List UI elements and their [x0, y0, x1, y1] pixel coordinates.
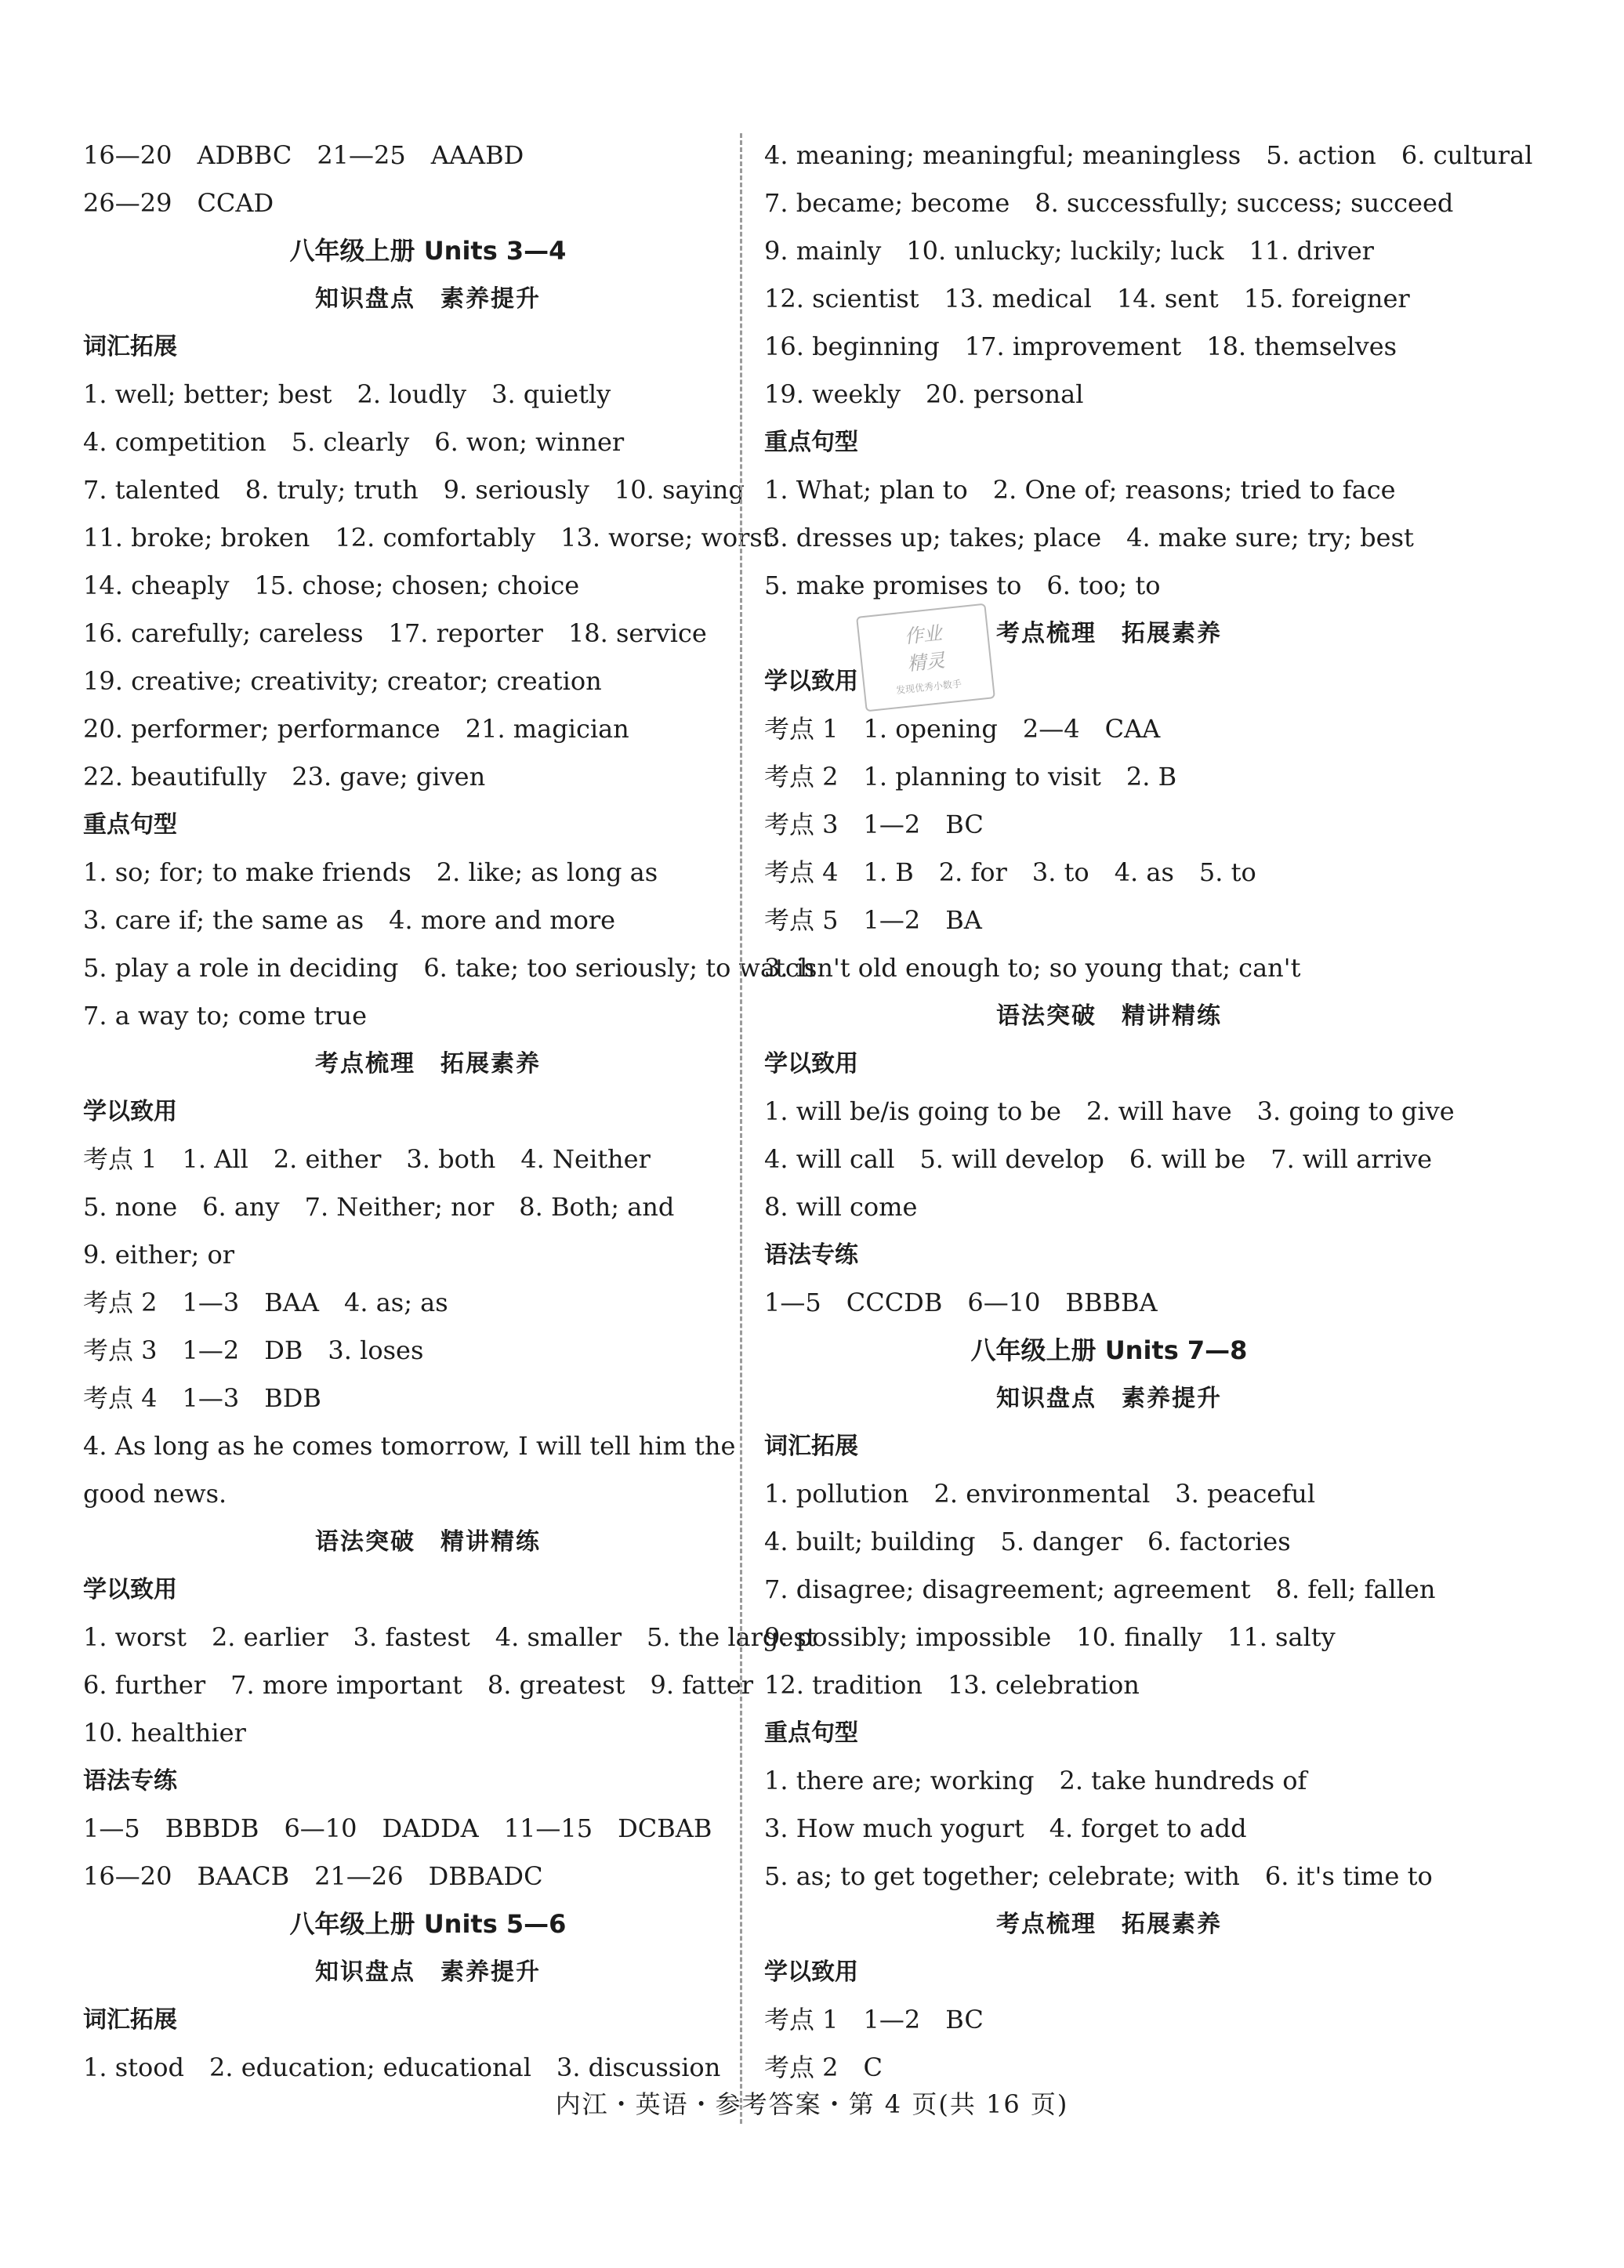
answer-line: 26—29 CCAD	[83, 188, 274, 218]
answer-line: 8. will come	[764, 1192, 918, 1222]
answer-line: 考点 3 1—2 DB 3. loses	[83, 1335, 424, 1365]
answer-line: 10. healthier	[83, 1718, 246, 1748]
answer-line: 16—20 ADBBC 21—25 AAABD	[83, 140, 524, 170]
answer-line: 1. so; for; to make friends 2. like; as long as	[83, 857, 658, 887]
section-heading: 重点句型	[764, 429, 858, 456]
answer-line: 考点 1 1. All 2. either 3. both 4. Neither	[83, 1144, 651, 1174]
section-subtitle: 语法突破 精讲精练	[315, 1528, 541, 1556]
answer-line: 考点 2 C	[764, 2052, 883, 2082]
stamp-text-1: 作业	[903, 621, 944, 648]
answer-line: 19. creative; creativity; creator; creation	[83, 666, 602, 696]
answer-line: 16. beginning 17. improvement 18. themselves	[764, 332, 1397, 361]
answer-line: 1. worst 2. earlier 3. fastest 4. smaller 5. the largest	[83, 1622, 817, 1652]
answer-line: 6. further 7. more important 8. greatest 9. fatter	[83, 1670, 754, 1700]
answer-line: 16—20 BAACB 21—26 DBBADC	[83, 1861, 543, 1891]
answer-line: 3. isn't old enough to; so young that; can't	[764, 953, 1301, 983]
answer-line: 1—5 BBBDB 6—10 DADDA 11—15 DCBAB	[83, 1813, 712, 1843]
section-title: 八年级上册 Units 5—6	[289, 1909, 567, 1939]
answer-line: 4. competition 5. clearly 6. won; winner	[83, 427, 625, 457]
section-title: 八年级上册 Units 7—8	[970, 1335, 1248, 1365]
answer-line: 考点 4 1. B 2. for 3. to 4. as 5. to	[764, 857, 1256, 887]
answer-line: 4. built; building 5. danger 6. factories	[764, 1527, 1291, 1556]
stamp-text-2: 精灵	[906, 649, 946, 676]
answer-line: 1. pollution 2. environmental 3. peaceful	[764, 1479, 1316, 1509]
section-heading: 学以致用	[764, 1958, 858, 1986]
answer-line: 1—5 CCCDB 6—10 BBBBA	[764, 1288, 1158, 1317]
answer-line: 19. weekly 20. personal	[764, 379, 1084, 409]
section-heading: 词汇拓展	[764, 1433, 858, 1460]
answer-line: 9. possibly; impossible 10. finally 11. salty	[764, 1622, 1336, 1652]
section-heading: 重点句型	[83, 811, 177, 839]
section-heading: 学以致用	[83, 1098, 177, 1125]
answer-line: 3. care if; the same as 4. more and more	[83, 905, 616, 935]
answer-line: 1. will be/is going to be 2. will have 3. going to give	[764, 1096, 1455, 1126]
answer-line: 9. mainly 10. unlucky; luckily; luck 11. driver	[764, 236, 1374, 266]
section-heading: 学以致用	[83, 1576, 177, 1603]
section-heading: 学以致用	[764, 1050, 858, 1078]
answer-line: 3. How much yogurt 4. forget to add	[764, 1813, 1247, 1843]
watermark-stamp	[856, 603, 995, 712]
section-subtitle: 考点梳理 拓展素养	[315, 1050, 541, 1078]
section-subtitle: 语法突破 精讲精练	[996, 1002, 1222, 1030]
answer-line: 考点 1 1. opening 2—4 CAA	[764, 714, 1161, 744]
answer-line: 5. as; to get together; celebrate; with 6. it's time to	[764, 1861, 1433, 1891]
answer-line: 1. there are; working 2. take hundreds of	[764, 1766, 1307, 1795]
answer-line: 12. scientist 13. medical 14. sent 15. foreigner	[764, 284, 1410, 313]
left-column	[83, 132, 817, 2092]
answer-line: 7. became; become 8. successfully; success; succeed	[764, 188, 1454, 218]
answer-line: 1. well; better; best 2. loudly 3. quietly	[83, 379, 611, 409]
column-divider	[740, 133, 742, 2124]
answer-line: 4. will call 5. will develop 6. will be 7. will arrive	[764, 1144, 1433, 1174]
section-heading: 词汇拓展	[83, 2006, 177, 2034]
answer-line: good news.	[83, 1479, 227, 1509]
section-subtitle: 考点梳理 拓展素养	[996, 620, 1222, 647]
answer-line: 4. As long as he comes tomorrow, I will tell him the	[83, 1431, 736, 1461]
section-heading: 重点句型	[764, 1719, 858, 1747]
stamp-text-3: 发现优秀小数手	[895, 678, 962, 697]
answer-line: 11. broke; broken 12. comfortably 13. worse; worst	[83, 523, 773, 553]
section-subtitle: 知识盘点 素养提升	[315, 1958, 541, 1986]
answer-line: 考点 4 1—3 BDB	[83, 1383, 321, 1413]
answer-line: 考点 1 1—2 BC	[764, 2005, 984, 2034]
answer-line: 20. performer; performance 21. magician	[83, 714, 629, 744]
answer-line: 12. tradition 13. celebration	[764, 1670, 1140, 1700]
answer-line: 考点 2 1. planning to visit 2. B	[764, 762, 1177, 792]
answer-line: 1. What; plan to 2. One of; reasons; tried to face	[764, 475, 1396, 505]
answer-line: 7. talented 8. truly; truth 9. seriously 10. saying	[83, 475, 745, 505]
section-heading: 词汇拓展	[83, 333, 177, 360]
answer-line: 7. a way to; come true	[83, 1001, 368, 1031]
answer-line: 考点 3 1—2 BC	[764, 810, 984, 839]
answer-line: 5. none 6. any 7. Neither; nor 8. Both; and	[83, 1192, 675, 1222]
answer-line: 16. carefully; careless 17. reporter 18. service	[83, 618, 707, 648]
section-subtitle: 知识盘点 素养提升	[315, 285, 541, 313]
section-subtitle: 考点梳理 拓展素养	[996, 1911, 1222, 1938]
answer-line: 9. either; or	[83, 1240, 235, 1270]
answer-line: 5. make promises to 6. too; to	[764, 571, 1161, 600]
answer-line: 5. play a role in deciding 6. take; too seriously; to watch	[83, 953, 816, 983]
section-title: 八年级上册 Units 3—4	[289, 236, 567, 266]
answer-line: 3. dresses up; takes; place 4. make sure; try; best	[764, 523, 1414, 553]
answer-line: 22. beautifully 23. gave; given	[83, 762, 486, 792]
answer-line: 4. meaning; meaningful; meaningless 5. action 6. cultural	[764, 140, 1533, 170]
answer-line: 14. cheaply 15. chose; chosen; choice	[83, 571, 580, 600]
section-heading: 语法专练	[83, 1767, 177, 1795]
section-subtitle: 知识盘点 素养提升	[996, 1385, 1222, 1412]
section-heading: 学以致用	[764, 668, 858, 695]
answer-line: 1. stood 2. education; educational 3. discussion	[83, 2052, 721, 2082]
answer-line: 考点 2 1—3 BAA 4. as; as	[83, 1288, 448, 1317]
page-footer: 内江・英语・参考答案・第 4 页(共 16 页)	[555, 2089, 1069, 2119]
answer-line: 7. disagree; disagreement; agreement 8. fell; fallen	[764, 1574, 1436, 1604]
right-column	[764, 132, 1533, 2092]
answer-line: 考点 5 1—2 BA	[764, 905, 982, 935]
section-heading: 语法专练	[764, 1241, 858, 1269]
